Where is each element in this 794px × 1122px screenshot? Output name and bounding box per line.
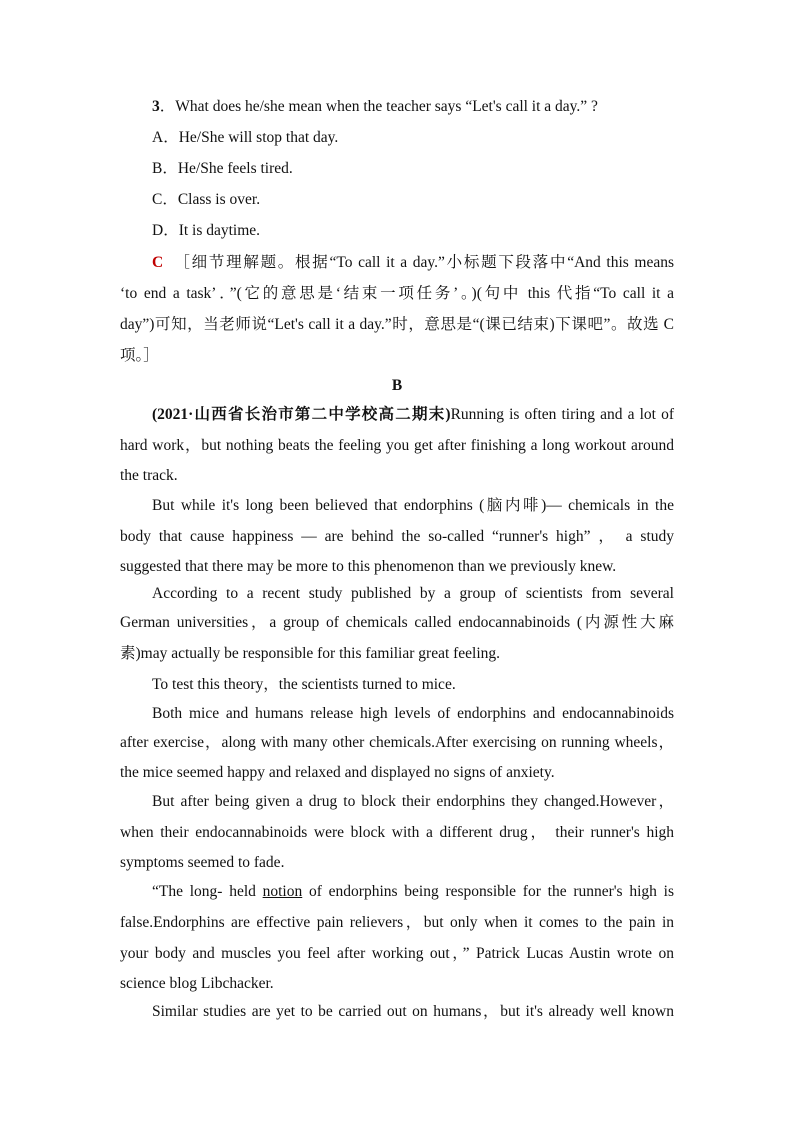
passage-line: false.Endorphins are effective pain relievers，but only when it comes to the pain in bbox=[120, 914, 674, 931]
underlined-word: notion bbox=[262, 883, 303, 900]
answer-line-4: 项。］ bbox=[120, 347, 159, 364]
passage-line bbox=[152, 405, 674, 425]
question-text: ．What does he/she mean when the teacher says “Let's call it a day.” ? bbox=[159, 98, 598, 115]
passage-line: German universities，a group of chemicals called endocannabinoids (内源性大麻 bbox=[120, 614, 674, 631]
passage-line: suggested that there may be more to this phenomenon than we previously knew. bbox=[120, 558, 617, 575]
answer-text-1: ［细节理解题。根据“To call it a day.”小标题下段落中“And this means bbox=[174, 254, 675, 271]
answer-line-3: day”)可知，当老师说“Let's call it a day.”时，意思是“(课已结束)下课吧”。故选 C bbox=[120, 316, 674, 333]
question-stem bbox=[152, 97, 598, 117]
passage-line: According to a recent study published by a group of scientists from several bbox=[152, 585, 674, 602]
passage-line: 素)may actually be responsible for this familiar great feeling. bbox=[120, 645, 501, 662]
passage-line: your body and muscles you feel after working out，” Patrick Lucas Austin wrote on bbox=[120, 945, 674, 962]
passage-line: body that cause happiness — are behind the so-called “runner's high” ， a study bbox=[120, 528, 674, 545]
passage-line: Both mice and humans release high levels of endorphins and endocannabinoids bbox=[152, 705, 674, 722]
passage-line: But after being given a drug to block their endorphins they changed.However， bbox=[152, 793, 674, 810]
passage-line: the mice seemed happy and relaxed and displayed no signs of anxiety. bbox=[120, 764, 555, 781]
answer-letter: C bbox=[152, 254, 164, 271]
passage-line: To test this theory，the scientists turned to mice. bbox=[152, 676, 456, 693]
passage-line: symptoms seemed to fade. bbox=[120, 854, 285, 871]
passage-line: science blog Libchacker. bbox=[120, 975, 274, 992]
passage-line: when their endocannabinoids were block with a different drug， their runner's high bbox=[120, 824, 674, 841]
option-c: C．Class is over. bbox=[152, 191, 261, 208]
passage-line: But while it's long been believed that endorphins (脑内啡)— chemicals in the bbox=[152, 497, 674, 514]
option-b: B．He/She feels tired. bbox=[152, 160, 293, 177]
passage-source: (2021·山西省长治市第二中学校高二期末) bbox=[152, 406, 451, 423]
passage-line: Similar studies are yet to be carried out on humans，but it's already well known bbox=[152, 1003, 674, 1020]
passage-line: hard work，but nothing beats the feeling you get after finishing a long workout around bbox=[120, 437, 674, 454]
passage-text: of endorphins being responsible for the runner's high is bbox=[302, 883, 674, 900]
answer-line-2: ‘to end a task’．”(它的意思是‘结束一项任务’。)(句中 this 代指“To call it a bbox=[120, 285, 674, 302]
answer-line-1 bbox=[152, 253, 674, 273]
option-a: A．He/She will stop that day. bbox=[152, 129, 339, 146]
section-heading: B bbox=[391, 377, 403, 394]
question-number: 3 bbox=[152, 98, 160, 115]
passage-line: the track. bbox=[120, 467, 178, 484]
passage-line: after exercise，along with many other chemicals.After exercising on running wheels， bbox=[120, 734, 674, 751]
passage-text: “The long- held bbox=[152, 883, 263, 900]
option-d: D．It is daytime. bbox=[152, 222, 261, 239]
passage-line bbox=[152, 882, 674, 902]
passage-text: Running is often tiring and a lot of bbox=[450, 406, 674, 423]
